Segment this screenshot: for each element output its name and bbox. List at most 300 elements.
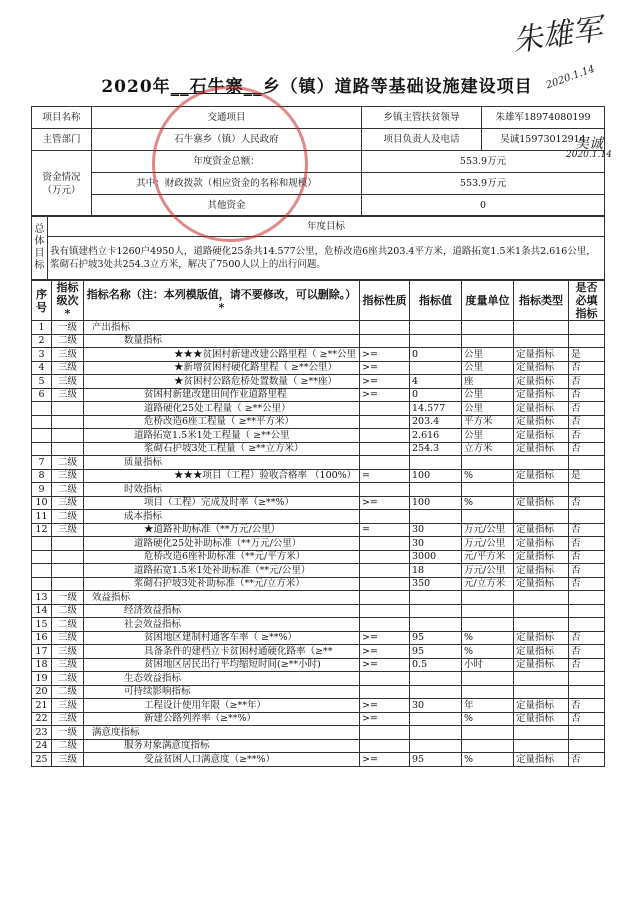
row-required: [569, 726, 605, 740]
row-name: 生态效益指标: [84, 672, 360, 686]
table-row: [32, 591, 605, 605]
row-name: 经济效益指标: [84, 604, 360, 618]
row-unit: %: [462, 631, 514, 645]
row-required: [569, 456, 605, 470]
row-type: 定量指标: [514, 550, 569, 564]
dept-value: 石牛寨乡（镇）人民政府: [92, 129, 362, 151]
row-level: [52, 442, 84, 456]
row-seq: 12: [32, 523, 52, 537]
other-value: 0: [362, 195, 605, 217]
row-seq: 8: [32, 469, 52, 483]
row-unit: %: [462, 645, 514, 659]
row-nature: >=: [360, 388, 410, 402]
row-seq: [32, 415, 52, 429]
goal-table: [31, 215, 605, 280]
row-level: 一级: [52, 321, 84, 335]
row-unit: [462, 334, 514, 348]
row-level: 三级: [52, 658, 84, 672]
row-name: 产出指标: [84, 321, 360, 335]
table-row: [32, 375, 605, 389]
row-value: [410, 361, 462, 375]
row-nature: [360, 415, 410, 429]
row-unit: [462, 618, 514, 632]
row-required: 否: [569, 577, 605, 591]
header-required: 是否必填指标: [569, 281, 605, 321]
leader-signature-date: 2020.1.14: [544, 63, 597, 92]
fiscal-label: 其中：财政拨款（相应资金的名称和规模）: [92, 173, 362, 195]
row-nature: [360, 456, 410, 470]
row-level: 三级: [52, 699, 84, 713]
row-unit: [462, 726, 514, 740]
row-nature: [360, 537, 410, 551]
table-row: [32, 415, 605, 429]
row-required: 否: [569, 523, 605, 537]
row-level: 二级: [52, 672, 84, 686]
table-row: [32, 577, 605, 591]
row-seq: 22: [32, 712, 52, 726]
row-required: 否: [569, 537, 605, 551]
row-nature: [360, 672, 410, 686]
row-name: 危桥改造6座工程量（ ≥**平方米）: [84, 415, 360, 429]
row-unit: 平方米: [462, 415, 514, 429]
row-required: 否: [569, 429, 605, 443]
project-name: 交通项目: [92, 107, 362, 129]
row-nature: [360, 618, 410, 632]
row-required: 否: [569, 361, 605, 375]
row-required: 否: [569, 564, 605, 578]
row-nature: >=: [360, 699, 410, 713]
row-required: 否: [569, 645, 605, 659]
row-value: [410, 456, 462, 470]
annual-label: 年度资金总额：: [92, 151, 362, 173]
row-value: 203.4: [410, 415, 462, 429]
fiscal-value: 553.9万元: [362, 173, 605, 195]
row-seq: 24: [32, 739, 52, 753]
dept-label: 主管部门: [32, 129, 92, 151]
row-value: 100: [410, 469, 462, 483]
table-row: [32, 645, 605, 659]
row-seq: 17: [32, 645, 52, 659]
row-type: 定量指标: [514, 699, 569, 713]
row-seq: [32, 429, 52, 443]
row-value: 14.577: [410, 402, 462, 416]
row-type: [514, 739, 569, 753]
goal-label: 总体目标: [32, 216, 48, 280]
row-unit: [462, 604, 514, 618]
row-name: 危桥改造6座补助标准（**元/平方米）: [84, 550, 360, 564]
row-required: 否: [569, 402, 605, 416]
row-nature: [360, 429, 410, 443]
row-type: 定量指标: [514, 469, 569, 483]
table-row: [32, 537, 605, 551]
row-type: [514, 618, 569, 632]
row-level: [52, 402, 84, 416]
row-name: 道路拓宽1.5米1处补助标准（**元/公里）: [84, 564, 360, 578]
row-type: 定量指标: [514, 442, 569, 456]
row-value: [410, 712, 462, 726]
row-nature: [360, 550, 410, 564]
row-type: [514, 726, 569, 740]
row-level: 二级: [52, 334, 84, 348]
row-type: [514, 604, 569, 618]
table-row: [32, 753, 605, 767]
row-name: ★★★贫困村新建改建公路里程（ ≥**公里: [84, 348, 360, 362]
row-name: 贫困地区居民出行平均缩短时间(≥**小时): [84, 658, 360, 672]
table-row: [32, 429, 605, 443]
indicator-table: [31, 280, 605, 767]
row-level: 二级: [52, 685, 84, 699]
header-unit: 度量单位: [462, 281, 514, 321]
row-nature: >=: [360, 645, 410, 659]
row-type: [514, 510, 569, 524]
row-unit: 立方米: [462, 442, 514, 456]
row-level: [52, 564, 84, 578]
goal-header: 年度目标: [48, 216, 605, 237]
row-required: 否: [569, 753, 605, 767]
row-value: 30: [410, 699, 462, 713]
table-row: [32, 604, 605, 618]
row-name: 贫困地区建制村通客车率（ ≥**%）: [84, 631, 360, 645]
row-level: 三级: [52, 361, 84, 375]
row-unit: %: [462, 753, 514, 767]
row-level: 三级: [52, 631, 84, 645]
row-name: 具备条件的建档立卡贫困村通硬化路率（≥**: [84, 645, 360, 659]
row-unit: 公里: [462, 388, 514, 402]
row-required: 否: [569, 550, 605, 564]
row-level: 二级: [52, 510, 84, 524]
row-unit: %: [462, 469, 514, 483]
row-unit: 小时: [462, 658, 514, 672]
row-type: 定量指标: [514, 537, 569, 551]
leader-signature: 朱雄军: [510, 11, 605, 60]
row-level: 二级: [52, 618, 84, 632]
row-value: [410, 685, 462, 699]
row-value: [410, 334, 462, 348]
row-nature: [360, 604, 410, 618]
table-row: [32, 469, 605, 483]
row-required: [569, 604, 605, 618]
row-name: 道路硬化25处补助标准（**万元/公里）: [84, 537, 360, 551]
table-row: [32, 658, 605, 672]
row-nature: [360, 591, 410, 605]
row-nature: >=: [360, 348, 410, 362]
row-type: 定量指标: [514, 631, 569, 645]
row-name: 社会效益指标: [84, 618, 360, 632]
table-row: [32, 672, 605, 686]
row-value: 95: [410, 753, 462, 767]
row-seq: [32, 402, 52, 416]
row-value: [410, 591, 462, 605]
row-required: 否: [569, 658, 605, 672]
row-value: [410, 672, 462, 686]
table-row: [32, 712, 605, 726]
row-value: 30: [410, 537, 462, 551]
row-name: ★新增贫困村硬化路里程（ ≥**公里）: [84, 361, 360, 375]
row-seq: 20: [32, 685, 52, 699]
row-value: 100: [410, 496, 462, 510]
row-nature: =: [360, 523, 410, 537]
row-unit: [462, 483, 514, 497]
row-value: 95: [410, 645, 462, 659]
row-value: 350: [410, 577, 462, 591]
table-row: [32, 739, 605, 753]
row-seq: 13: [32, 591, 52, 605]
row-nature: [360, 685, 410, 699]
row-nature: >=: [360, 496, 410, 510]
row-name: 时效指标: [84, 483, 360, 497]
row-seq: 6: [32, 388, 52, 402]
row-seq: 18: [32, 658, 52, 672]
table-row: [32, 348, 605, 362]
row-level: 二级: [52, 456, 84, 470]
row-required: [569, 672, 605, 686]
row-level: 二级: [52, 739, 84, 753]
table-row: [32, 334, 605, 348]
row-required: [569, 739, 605, 753]
row-seq: 23: [32, 726, 52, 740]
row-level: 一级: [52, 726, 84, 740]
row-required: [569, 685, 605, 699]
row-required: 否: [569, 375, 605, 389]
row-name: 道路拓宽1.5米1处工程量（ ≥**公里: [84, 429, 360, 443]
row-unit: 座: [462, 375, 514, 389]
row-name: 满意度指标: [84, 726, 360, 740]
header-name: 指标名称（注：本列模版值，请不要修改，可以删除。）*: [84, 281, 360, 321]
leader-value: 朱雄军18974080199: [482, 107, 605, 129]
row-name: ★贫困村公路危桥处置数量（ ≥**座）: [84, 375, 360, 389]
row-name: 项目（工程）完成及时率（≥**%）: [84, 496, 360, 510]
row-level: 三级: [52, 712, 84, 726]
row-nature: >=: [360, 753, 410, 767]
row-unit: [462, 321, 514, 335]
table-row: [32, 483, 605, 497]
annual-value: 553.9万元: [362, 151, 605, 173]
table-row: [32, 496, 605, 510]
row-unit: [462, 456, 514, 470]
row-unit: [462, 672, 514, 686]
row-type: 定量指标: [514, 402, 569, 416]
row-seq: 7: [32, 456, 52, 470]
row-level: [52, 429, 84, 443]
row-nature: [360, 577, 410, 591]
row-value: [410, 739, 462, 753]
row-type: 定量指标: [514, 429, 569, 443]
row-level: [52, 415, 84, 429]
row-nature: [360, 739, 410, 753]
row-nature: [360, 442, 410, 456]
table-row: [32, 523, 605, 537]
row-value: [410, 321, 462, 335]
row-type: 定量指标: [514, 658, 569, 672]
row-name: 服务对象满意度指标: [84, 739, 360, 753]
row-required: 是: [569, 469, 605, 483]
row-level: 一级: [52, 591, 84, 605]
row-seq: 1: [32, 321, 52, 335]
table-row: [32, 388, 605, 402]
row-required: 否: [569, 699, 605, 713]
row-type: 定量指标: [514, 496, 569, 510]
row-name: ★道路补助标准（**万元/公里）: [84, 523, 360, 537]
row-value: [410, 604, 462, 618]
other-label: 其他资金: [92, 195, 362, 217]
row-value: 95: [410, 631, 462, 645]
row-seq: 19: [32, 672, 52, 686]
row-level: 三级: [52, 469, 84, 483]
row-type: 定量指标: [514, 753, 569, 767]
row-seq: 3: [32, 348, 52, 362]
row-name: 道路硬化25处工程量（ ≥**公里）: [84, 402, 360, 416]
row-type: 定量指标: [514, 361, 569, 375]
row-level: 三级: [52, 753, 84, 767]
row-type: [514, 334, 569, 348]
row-nature: [360, 334, 410, 348]
row-level: 二级: [52, 604, 84, 618]
table-row: [32, 456, 605, 470]
row-seq: [32, 442, 52, 456]
row-type: 定量指标: [514, 645, 569, 659]
row-unit: [462, 685, 514, 699]
row-unit: 公里: [462, 348, 514, 362]
row-value: 3000: [410, 550, 462, 564]
row-seq: 10: [32, 496, 52, 510]
row-unit: 万元/公里: [462, 537, 514, 551]
table-row: [32, 321, 605, 335]
row-nature: [360, 726, 410, 740]
row-required: 否: [569, 388, 605, 402]
row-nature: [360, 321, 410, 335]
row-name: 质量指标: [84, 456, 360, 470]
table-row: [32, 631, 605, 645]
row-required: [569, 618, 605, 632]
row-name: 浆砌石护坡3处工程量（ ≥**立方米）: [84, 442, 360, 456]
row-unit: [462, 510, 514, 524]
row-value: [410, 618, 462, 632]
table-row: [32, 402, 605, 416]
header-type: 指标类型: [514, 281, 569, 321]
row-seq: [32, 537, 52, 551]
row-required: [569, 510, 605, 524]
row-required: [569, 321, 605, 335]
row-seq: 2: [32, 334, 52, 348]
row-value: 0.5: [410, 658, 462, 672]
row-type: [514, 483, 569, 497]
row-type: 定量指标: [514, 523, 569, 537]
row-unit: %: [462, 712, 514, 726]
row-nature: >=: [360, 361, 410, 375]
row-seq: 9: [32, 483, 52, 497]
row-required: 否: [569, 631, 605, 645]
row-seq: 15: [32, 618, 52, 632]
row-type: 定量指标: [514, 577, 569, 591]
row-level: [52, 577, 84, 591]
row-value: 4: [410, 375, 462, 389]
row-unit: 公里: [462, 402, 514, 416]
row-name: 贫困村新建改建田间作业道路里程: [84, 388, 360, 402]
row-type: [514, 672, 569, 686]
row-required: 否: [569, 712, 605, 726]
row-unit: 万元/公里: [462, 564, 514, 578]
row-nature: >=: [360, 375, 410, 389]
row-name: 新建公路列养率（≥**%）: [84, 712, 360, 726]
row-name: ★★★项目（工程）验收合格率 （100%）: [84, 469, 360, 483]
indicator-header-row: [32, 281, 605, 321]
row-nature: [360, 510, 410, 524]
project-name-label: 项目名称: [32, 107, 92, 129]
row-nature: =: [360, 469, 410, 483]
table-row: [32, 361, 605, 375]
row-required: [569, 483, 605, 497]
row-unit: 元/立方米: [462, 577, 514, 591]
row-type: 定量指标: [514, 348, 569, 362]
owner-label: 项目负责人及电话: [362, 129, 482, 151]
row-seq: [32, 550, 52, 564]
row-type: [514, 591, 569, 605]
row-seq: 25: [32, 753, 52, 767]
row-value: 254.3: [410, 442, 462, 456]
table-row: [32, 618, 605, 632]
row-type: [514, 456, 569, 470]
row-level: [52, 550, 84, 564]
row-value: [410, 483, 462, 497]
row-type: [514, 685, 569, 699]
header-level: 指标级次*: [52, 281, 84, 321]
row-nature: [360, 483, 410, 497]
header-value: 指标值: [410, 281, 462, 321]
row-value: [410, 510, 462, 524]
row-unit: [462, 739, 514, 753]
row-type: 定量指标: [514, 388, 569, 402]
row-seq: 16: [32, 631, 52, 645]
fund-label: 资金情况（万元）: [32, 151, 92, 217]
row-unit: 年: [462, 699, 514, 713]
row-nature: [360, 564, 410, 578]
owner-value: 吴诚15973012914: [482, 129, 605, 151]
row-required: 否: [569, 442, 605, 456]
table-row: [32, 564, 605, 578]
row-name: 工程设计使用年限（≥**年）: [84, 699, 360, 713]
row-level: [52, 537, 84, 551]
row-level: 三级: [52, 496, 84, 510]
table-row: [32, 442, 605, 456]
row-type: [514, 321, 569, 335]
row-type: 定量指标: [514, 712, 569, 726]
row-unit: [462, 591, 514, 605]
row-name: 可持续影响指标: [84, 685, 360, 699]
page-title: 2020年__石牛寨__乡（镇）道路等基础设施建设项目: [101, 77, 533, 97]
header-nature: 指标性质: [360, 281, 410, 321]
row-seq: [32, 577, 52, 591]
header-seq: 序号: [32, 281, 52, 321]
table-row: [32, 699, 605, 713]
row-required: [569, 334, 605, 348]
row-name: 受益贫困人口满意度（≥**%）: [84, 753, 360, 767]
row-required: [569, 591, 605, 605]
goal-text: 我有镇建档立卡1260户4950人，道路硬化25条共14.577公里，危桥改造6座共203.4平方米，道路拓宽1.5米1条共2.616公里，浆砌石护坡3处共254.3立方米，解决了7500人以上的出行问题。: [48, 237, 605, 280]
row-level: 二级: [52, 483, 84, 497]
row-value: 0: [410, 348, 462, 362]
leader-label: 乡镇主管扶贫领导: [362, 107, 482, 129]
row-name: 效益指标: [84, 591, 360, 605]
row-level: 三级: [52, 645, 84, 659]
row-unit: 公里: [462, 429, 514, 443]
row-level: 三级: [52, 375, 84, 389]
row-value: 2.616: [410, 429, 462, 443]
row-type: 定量指标: [514, 375, 569, 389]
row-nature: >=: [360, 712, 410, 726]
row-nature: >=: [360, 658, 410, 672]
row-value: 0: [410, 388, 462, 402]
row-seq: 4: [32, 361, 52, 375]
